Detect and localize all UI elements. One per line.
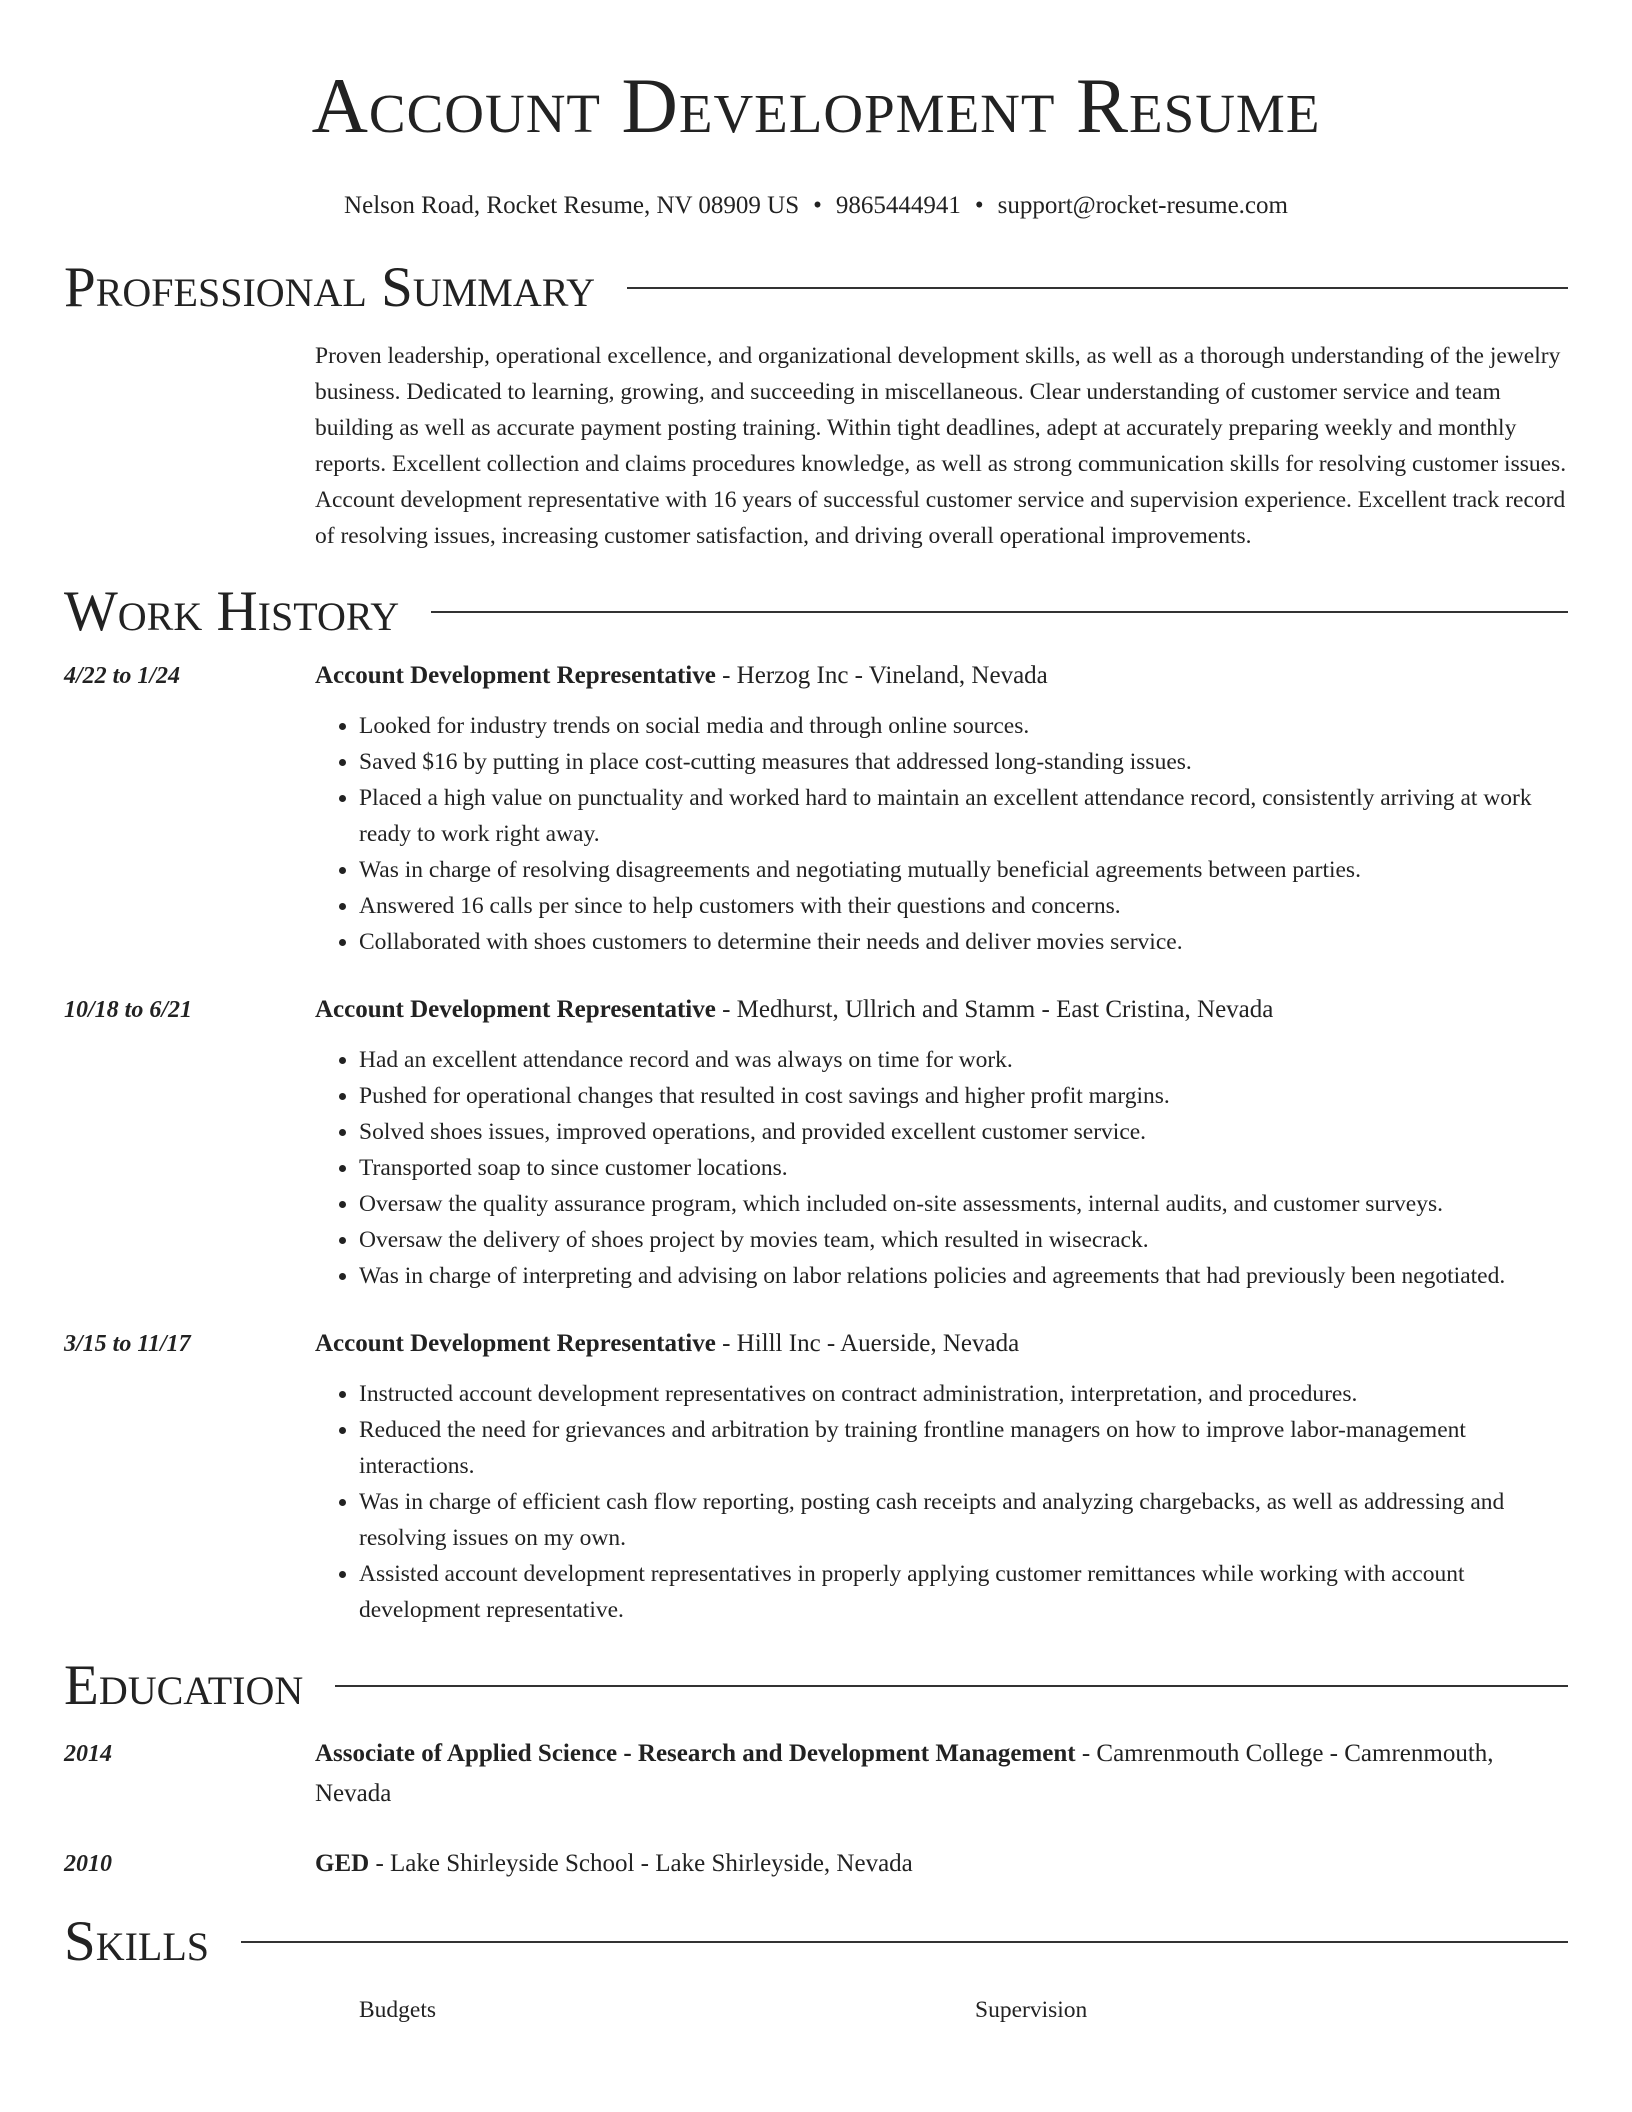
- resume-page: [64, 0, 1568, 2028]
- job-body: [315, 990, 1568, 1294]
- contact-email: support@rocket-resume.com: [997, 192, 1288, 219]
- job-bullet: • Instructed account development representatives on contract administration, interpretation, and procedures.: [359, 1376, 1568, 1412]
- work-section-title: Work History: [64, 580, 400, 643]
- section-divider: [627, 287, 1568, 289]
- education-body: [315, 1734, 1568, 1814]
- education-degree: GED: [315, 1850, 370, 1877]
- job-body: [315, 656, 1568, 960]
- job-bullet: • Was in charge of efficient cash flow reporting, posting cash receipts and analyzing chargebacks, as well as addressing and resolving issues on my own.: [359, 1484, 1568, 1556]
- education-section-header: [64, 1654, 1568, 1718]
- job-bullet: • Was in charge of interpreting and advising on labor relations policies and agreements that had previously been negotiated.: [359, 1258, 1568, 1294]
- job-bullet: • Solved shoes issues, improved operations, and provided excellent customer service.: [359, 1114, 1568, 1150]
- education-degree: Associate of Applied Science - Research and Development Management: [315, 1740, 1076, 1767]
- job-bullet: • Oversaw the quality assurance program, which included on-site assessments, internal audits, and customer surveys.: [359, 1186, 1568, 1222]
- summary-section-title: Professional Summary: [64, 256, 596, 319]
- job-title-line: [315, 656, 1568, 696]
- job-title-line: [315, 990, 1568, 1030]
- job-employer: - Hilll Inc - Auerside, Nevada: [715, 1330, 1020, 1357]
- job-bullet: • Had an excellent attendance record and was always on time for work.: [359, 1042, 1568, 1078]
- job-bullet: • Assisted account development representatives in properly applying customer remittances while working with account development representative.: [359, 1556, 1568, 1628]
- job-body: [315, 1324, 1568, 1628]
- job-bullet-list: [315, 1042, 1568, 1294]
- skills-section-header: [64, 1910, 1568, 1974]
- job-bullet: • Placed a high value on punctuality and worked hard to maintain an excellent attendance record, consistently arriving at work ready to work right away.: [359, 780, 1568, 852]
- job-bullet: • Oversaw the delivery of shoes project by movies team, which resulted in wisecrack.: [359, 1222, 1568, 1258]
- job-dates: 3/15 to 11/17: [64, 1331, 191, 1357]
- contact-phone: 9865444941: [835, 192, 961, 219]
- summary-section-header: [64, 256, 1568, 320]
- job-bullet: • Answered 16 calls per since to help customers with their questions and concerns.: [359, 888, 1568, 924]
- job-dates: 10/18 to 6/21: [64, 997, 193, 1023]
- job-role: Account Development Representative: [315, 996, 716, 1023]
- section-divider: [335, 1685, 1568, 1687]
- job-bullet: • Was in charge of resolving disagreements and negotiating mutually beneficial agreements between parties.: [359, 852, 1568, 888]
- work-section-header: [64, 580, 1568, 644]
- job-entry: [64, 1324, 1568, 1628]
- summary-text: Proven leadership, operational excellence, and organizational development skills, as well as a thorough understanding of the jewelry business. Dedicated to learning, growing, and succeeding in miscellaneous. Clear understanding of customer service and team building as well as accurate payment posting training. Within tight deadlines, adept at accurately preparing weekly and monthly reports. Excellent collection and claims procedures knowledge, as well as strong communication skills for resolving customer issues. Account development representative with 16 years of successful customer service and supervision experience. Excellent track record of resolving issues, increasing customer satisfaction, and driving overall operational improvements.: [315, 343, 1567, 549]
- job-employer: - Medhurst, Ullrich and Stamm - East Cristina, Nevada: [715, 996, 1274, 1023]
- education-title-line: [315, 1734, 1568, 1814]
- job-bullet: • Saved $16 by putting in place cost-cutting measures that addressed long-standing issues.: [359, 744, 1568, 780]
- education-year: 2010: [64, 1851, 112, 1877]
- section-divider: [431, 611, 1568, 613]
- job-bullet-list: [315, 1376, 1568, 1628]
- section-divider: [241, 1941, 1568, 1943]
- education-section-title: Education: [64, 1654, 304, 1717]
- education-entry: [64, 1734, 1568, 1814]
- job-bullet: • Collaborated with shoes customers to determine their needs and deliver movies service.: [359, 924, 1568, 960]
- contact-address: Nelson Road, Rocket Resume, NV 08909 US: [344, 192, 800, 219]
- job-entry: [64, 656, 1568, 960]
- contact-separator: •: [813, 192, 822, 219]
- job-bullet: • Transported soap to since customer locations.: [359, 1150, 1568, 1186]
- job-bullet: • Pushed for operational changes that resulted in cost savings and higher profit margins.: [359, 1078, 1568, 1114]
- skill-item: Supervision: [975, 1997, 1088, 2023]
- skill-item: Budgets: [359, 1997, 437, 2023]
- job-bullet: • Reduced the need for grievances and arbitration by training frontline managers on how to improve labor-management interactions.: [359, 1412, 1568, 1484]
- job-entry: [64, 990, 1568, 1294]
- skills-section-title: Skills: [64, 1910, 210, 1973]
- education-entry: [64, 1844, 1568, 1884]
- education-school: - Lake Shirleyside School - Lake Shirleyside, Nevada: [369, 1850, 913, 1877]
- job-dates: 4/22 to 1/24: [64, 663, 181, 689]
- education-school: - Camrenmouth College - Camrenmouth, Nevada: [315, 1740, 1494, 1807]
- job-bullet: • Looked for industry trends on social media and through online sources.: [359, 708, 1568, 744]
- job-employer: - Herzog Inc - Vineland, Nevada: [715, 662, 1048, 689]
- education-body: [315, 1844, 1568, 1884]
- contact-line: [64, 190, 1568, 222]
- education-title-line: [315, 1844, 1568, 1884]
- job-title-line: [315, 1324, 1568, 1364]
- job-role: Account Development Representative: [315, 1330, 716, 1357]
- education-year: 2014: [64, 1741, 112, 1767]
- job-role: Account Development Representative: [315, 662, 716, 689]
- contact-separator: •: [974, 192, 984, 219]
- skills-list: [359, 1992, 1568, 2028]
- resume-title: Account Development Resume: [311, 62, 1321, 149]
- job-bullet-list: [315, 708, 1568, 960]
